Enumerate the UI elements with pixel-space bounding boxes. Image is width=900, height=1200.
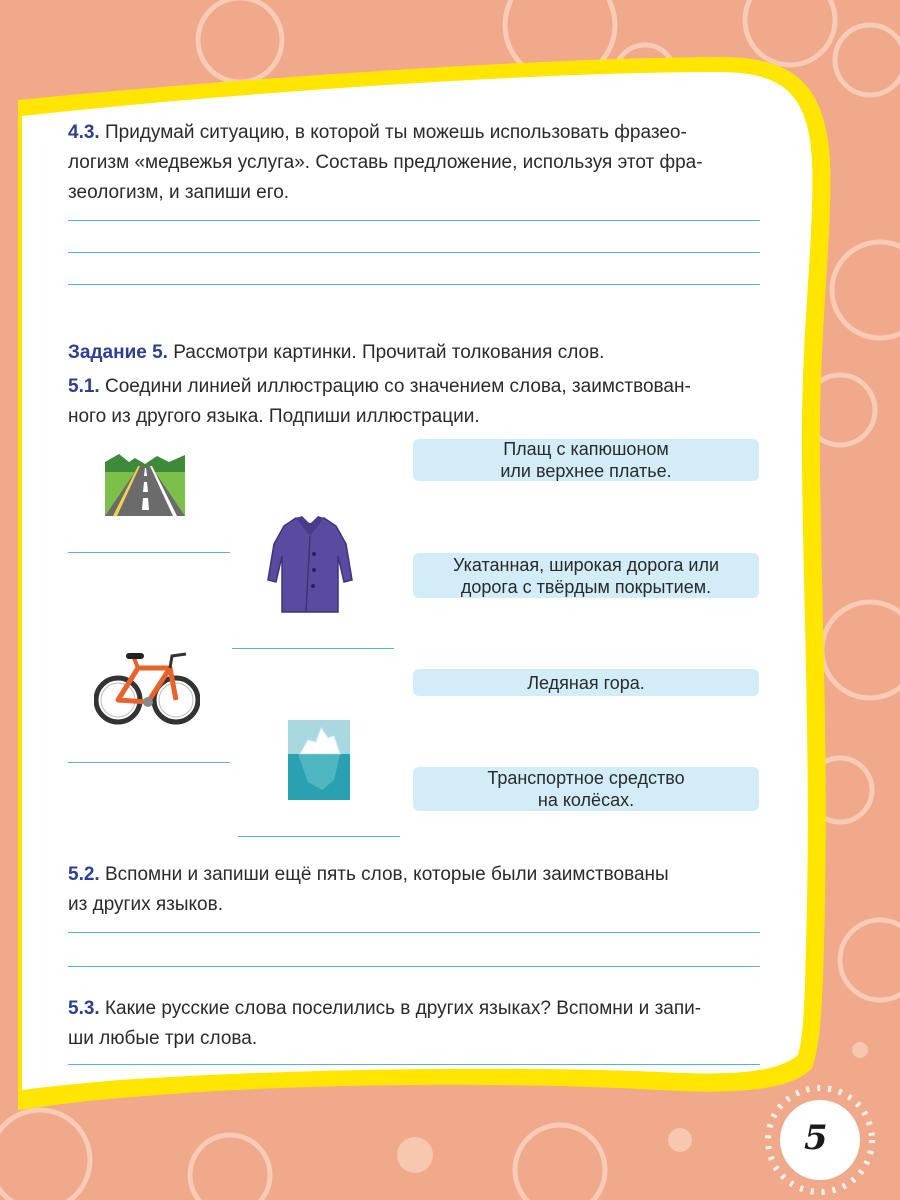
- definition-1-line-1: Плащ с капюшоном: [503, 439, 669, 459]
- answer-line-4-3-2[interactable]: [68, 252, 760, 253]
- task-5-3-line-1: [68, 994, 760, 1024]
- task-5-3: [68, 994, 760, 1054]
- task-5-2: [68, 860, 760, 920]
- definition-box-2[interactable]: [413, 553, 759, 598]
- definition-4-line-2: на колёсах.: [537, 790, 635, 810]
- picture-label-line-bicycle[interactable]: [68, 762, 230, 763]
- definition-box-3[interactable]: [413, 669, 759, 696]
- road-picture[interactable]: [105, 452, 185, 516]
- definition-1-line-2: или верхнее платье.: [500, 461, 672, 481]
- task-5-1-text-1: Соедини линией иллюстрацию со значением слова, заимствован-: [104, 376, 691, 397]
- task-5-3-line-2: ши любые три слова.: [68, 1028, 258, 1049]
- task-5-1: [68, 372, 760, 432]
- definition-box-4[interactable]: [413, 767, 759, 811]
- task-5-2-line-1: [68, 860, 760, 890]
- task-5-2-text-1: Вспомни и запиши ещё пять слов, которые были заимствованы: [104, 864, 669, 885]
- task-5-1-line-2: ного из другого языка. Подпиши иллюстрации.: [68, 406, 480, 427]
- answer-line-4-3-1[interactable]: [68, 220, 760, 221]
- task-4-3-line-2: логизм «медвежья услуга». Составь предложение, используя этот фра-: [68, 152, 703, 173]
- definition-box-1[interactable]: [413, 439, 759, 481]
- task-5-header: [68, 338, 760, 368]
- picture-label-line-iceberg[interactable]: [238, 836, 400, 837]
- task-5-3-text-1: Какие русские слова поселились в других языках? Вспомни и запи-: [104, 998, 702, 1019]
- picture-label-line-coat[interactable]: [232, 648, 394, 649]
- answer-line-5-2-1[interactable]: [68, 932, 760, 933]
- definition-2-line-2: дорога с твёрдым покрытием.: [460, 576, 712, 597]
- task-5-1-line-1: [68, 372, 760, 402]
- bicycle-picture[interactable]: [94, 648, 200, 728]
- definition-2-line-1: Укатанная, широкая дорога или: [452, 554, 720, 575]
- task-4-3-line-3: зеологизм, и запиши его.: [68, 182, 290, 203]
- task-5-text: Рассмотри картинки. Прочитай толкования слов.: [173, 342, 605, 363]
- task-4-3: [68, 118, 760, 208]
- coat-picture[interactable]: [266, 514, 354, 614]
- task-4-3-line-1: [68, 118, 760, 148]
- definition-4-line-1: Транспортное средство: [487, 768, 685, 788]
- answer-line-5-3-1[interactable]: [68, 1064, 760, 1065]
- answer-line-5-2-2[interactable]: [68, 966, 760, 967]
- task-4-3-number: 4.3.: [68, 122, 100, 143]
- task-5-1-number: 5.1.: [68, 376, 100, 397]
- page-number: 5: [804, 1118, 828, 1158]
- task-5-2-line-2: из других языков.: [68, 894, 223, 915]
- task-5-title: Задание 5.: [68, 342, 168, 363]
- iceberg-picture[interactable]: [288, 720, 350, 800]
- picture-label-line-road[interactable]: [68, 552, 230, 553]
- task-5-2-number: 5.2.: [68, 864, 100, 885]
- answer-line-4-3-3[interactable]: [68, 284, 760, 285]
- task-5-3-number: 5.3.: [68, 998, 100, 1019]
- task-4-3-text-1: Придумай ситуацию, в которой ты можешь использовать фразео-: [104, 122, 687, 143]
- definition-3-line-1: Ледяная гора.: [527, 672, 645, 693]
